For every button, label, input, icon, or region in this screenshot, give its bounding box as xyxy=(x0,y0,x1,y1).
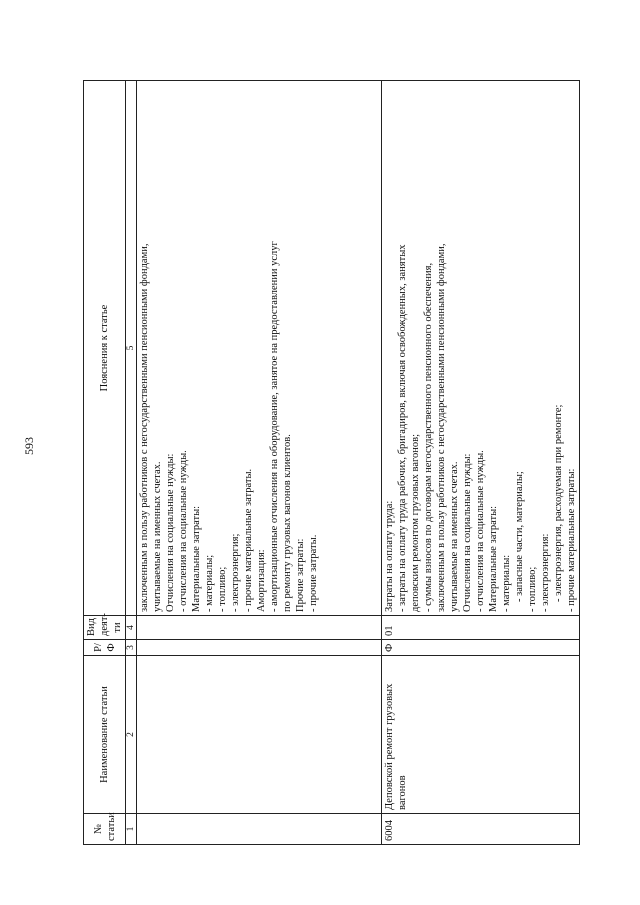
explanation-line: учитываемые на именных счетах. xyxy=(449,461,460,612)
article-name: Деповской ремонт грузовых вагонов xyxy=(382,656,580,814)
article-name xyxy=(137,656,382,814)
explanation-line: - топливо; xyxy=(527,566,538,612)
rotated-table-container xyxy=(83,80,577,845)
explanation-line: - прочие материальные затраты. xyxy=(243,468,254,612)
explanation-line: заключенным в пользу работников с негосударственными пенсионными фондами, xyxy=(436,243,447,612)
article-code xyxy=(137,814,382,845)
explanation-line: Материальные затраты: xyxy=(488,505,499,612)
explanation-line: - запасные части, материалы; xyxy=(514,471,525,602)
header-article-name: Наименование статьи xyxy=(84,656,126,814)
table-row xyxy=(137,81,382,845)
explanation-line: - электроэнергия: xyxy=(540,533,551,612)
page-number: 593 xyxy=(22,437,36,455)
column-number: 2 xyxy=(126,656,137,814)
article-rf xyxy=(137,640,382,656)
column-number: 1 xyxy=(126,814,137,845)
column-number-row xyxy=(126,81,137,845)
explanation-line: - материалы; xyxy=(204,554,215,612)
explanation-line: учитываемые на именных счетах. xyxy=(152,461,163,612)
explanation-line: - отчисления на социальные нужды. xyxy=(475,450,486,612)
explanation-line: Материальные затраты: xyxy=(191,505,202,612)
article-explanation xyxy=(137,81,382,616)
explanation-line: по ремонту грузовых вагонов клиентов. xyxy=(282,434,293,612)
header-article-number: № статьи xyxy=(84,814,126,845)
header-rf: Р/ Ф xyxy=(84,640,126,656)
article-activity: 01 xyxy=(382,616,580,640)
article-code: 6004 xyxy=(382,814,580,845)
explanation-line: деповским ремонтом грузовых вагонов; xyxy=(410,433,421,612)
cost-items-table xyxy=(83,80,580,845)
column-number: 3 xyxy=(126,640,137,656)
explanation-line: - амортизационные отчисления на оборудование, занятое на предоставлении услуг xyxy=(269,241,280,612)
explanation-line: - электроэнергия; xyxy=(230,533,241,612)
explanation-line: Отчисления на социальные нужды: xyxy=(462,453,473,612)
explanation-line: Амортизация: xyxy=(256,549,267,612)
explanation-line: Затраты на оплату труда: xyxy=(384,500,395,612)
explanation-line: - прочие материальные затраты: xyxy=(566,468,577,612)
article-rf: Ф xyxy=(382,640,580,656)
article-activity xyxy=(137,616,382,640)
explanation-line: - затраты на оплату труда рабочих, бригадиров, включая освобожденных, занятых xyxy=(397,244,408,612)
header-explanations: Пояснения к статье xyxy=(84,81,126,616)
column-number: 5 xyxy=(126,81,137,616)
header-activity-type: Вид деят-ти xyxy=(84,616,126,640)
explanation-line: - прочие затраты. xyxy=(308,534,319,612)
explanation-line: - электроэнергия, расходуемая при ремонте; xyxy=(553,404,564,602)
explanation-line: - материалы: xyxy=(501,554,512,612)
explanation-line: - суммы взносов по договорам негосударственного пенсионного обеспечения, xyxy=(423,262,434,612)
explanation-line: - топливо; xyxy=(217,566,228,612)
article-explanation xyxy=(382,81,580,616)
explanation-line: - отчисления на социальные нужды. xyxy=(178,450,189,612)
explanation-line: Прочие затраты: xyxy=(295,538,306,612)
column-number: 4 xyxy=(126,616,137,640)
explanation-line: Отчисления на социальные нужды: xyxy=(165,453,176,612)
explanation-line: заключенным в пользу работников с негосударственными пенсионными фондами, xyxy=(139,243,150,612)
header-row xyxy=(84,81,126,845)
table-row xyxy=(382,81,580,845)
